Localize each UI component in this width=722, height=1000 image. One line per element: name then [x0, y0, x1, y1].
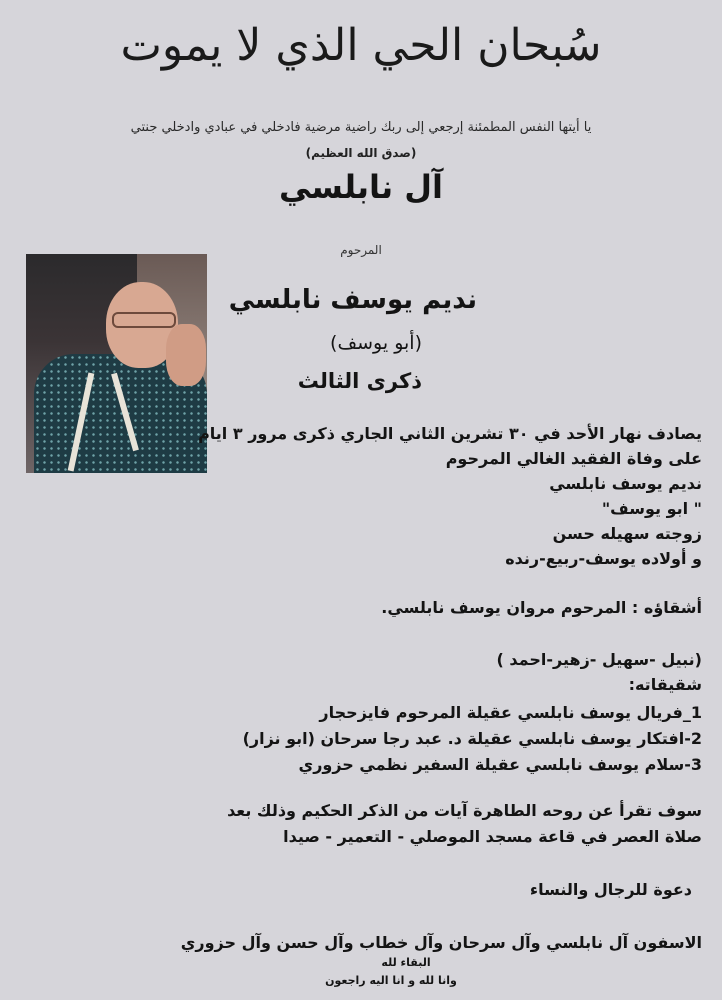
body-line: على وفاة الفقيد الغالي المرحوم — [445, 449, 702, 468]
body-line: و أولاده يوسف-ربيع-رنده — [505, 549, 702, 568]
mourners-line: الاسفون آل نابلسي وآل سرحان وآل خطاب وآل حسن وآل حزوري — [180, 933, 702, 952]
deceased-name: نديم يوسف نابلسي — [228, 285, 477, 315]
brothers-line: أشقاؤه : المرحوم مروان يوسف نابلسي. — [381, 598, 702, 617]
deceased-photo — [26, 254, 207, 473]
body-line: نديم يوسف نابلسي — [549, 474, 702, 493]
service-line: صلاة العصر في قاعة مسجد الموصلي - التعمير - صيدا — [283, 827, 702, 846]
invitation-line: دعوة للرجال والنساء — [529, 880, 692, 899]
verse-source: (صدق الله العظيم) — [305, 146, 417, 160]
sister-line: 3-سلام يوسف نابلسي عقيلة السفير نظمي حزوري — [298, 755, 702, 774]
footer-line-1: البقاء لله — [381, 956, 431, 969]
body-line: " ابو يوسف" — [601, 499, 702, 518]
sisters-heading: شقيقاته: — [628, 675, 702, 694]
sister-line: 2-افتكار يوسف نابلسي عقيلة د. عبد رجا سرحان (ابو نزار) — [242, 729, 702, 748]
brothers-names: (نبيل -سهيل -زهير-احمد ) — [496, 650, 702, 669]
family-title: آل نابلسي — [279, 168, 443, 206]
quran-verse: يا أيتها النفس المطمئنة إرجعي إلى ربك راضية مرضية فادخلي في عبادي وادخلي جنتي — [130, 120, 592, 135]
body-line: زوجته سهيله حسن — [552, 524, 702, 543]
service-line: سوف تقرأ عن روحه الطاهرة آيات من الذكر الحكيم وذلك بعد — [227, 801, 702, 820]
deceased-nickname: (أبو يوسف) — [330, 332, 422, 354]
deceased-label: المرحوم — [340, 243, 382, 257]
calligraphy-heading: سُبحان الحي الذي لا يموت — [120, 20, 602, 71]
occasion-title: ذكرى الثالث — [297, 369, 422, 393]
body-line: يصادف نهار الأحد في ٣٠ تشرين الثاني الجاري ذكرى مرور ٣ ايام — [198, 424, 702, 443]
footer-line-2: وانا لله و انا اليه راجعون — [325, 974, 457, 987]
sister-line: 1_فريال يوسف نابلسي عقيلة المرحوم فايزحجار — [319, 703, 702, 722]
